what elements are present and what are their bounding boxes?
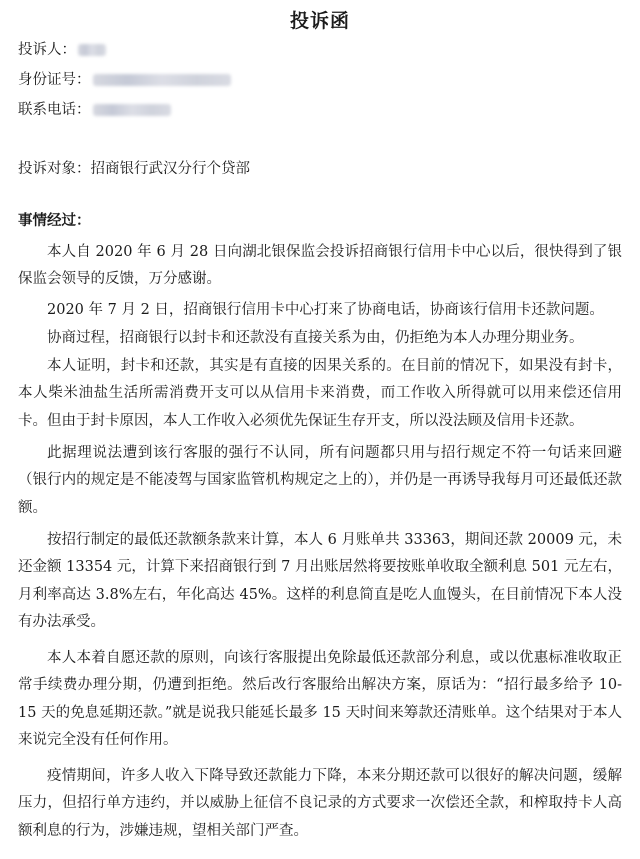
paragraph-1: 本人自 2020 年 6 月 28 日向湖北银保监会投诉招商银行信用卡中心以后，很快得到了银保监会领导的反馈，万分感谢。 [18,244,622,288]
redacted-phone [93,104,171,116]
paragraph-5: 此据理说法遭到该行客服的强行不认同，所有问题都只用与招行规定不符一句话来回避（银行内的规定是不能凌驾与国家监管机构规定之上的），并仍是一再诱导我每月可还最低还款额。 [18,445,622,516]
redacted-name [78,44,106,56]
paragraph-7: 本人本着自愿还款的原则，向该行客服提出免除最低还款部分利息，或以优惠标准收取正常手续费办理分期，仍遭到拒绝。然后改行客服给出解决方案，原话为：“招行最多给予 10-15 天的免息延期还款。”就是说我只能延长最多 15 天时间来筹款还清账单。这个结果对于本人来说完全没有任何作用。 [18,650,622,748]
complainant-field [18,40,106,60]
id-number-field [18,70,231,90]
phone-field [18,100,171,120]
redacted-id-number [93,74,231,86]
phone-label: 联系电话： [18,102,91,118]
section-heading: 事情经过： [18,212,91,229]
paragraph-6: 按招行制定的最低还款额条款来计算，本人 6 月账单共 33363，期间还款 20009 元，未还金额 13354 元，计算下来招商银行到 7 月出账居然将要按账单收取全额利息 501 元左右，月利率高达 3.8%左右，年化高达 45%。这样的利息简直是吃人血馒头，在目前情况下本人没有办法承受。 [18,532,622,630]
paragraph-8: 疫情期间，许多人收入下降导致还款能力下降，本来分期还款可以很好的解决问题，缓解压力，但招行单方违约，并以威胁上征信不良记录的方式要求一次偿还全款，和榨取持卡人高额利息的行为，涉嫌违规，望相关部门严查。 [18,768,622,839]
paragraph-2: 2020 年 7 月 2 日，招商银行信用卡中心打来了协商电话，协商该行信用卡还款问题。 [47,302,604,318]
paragraph-4: 本人证明，封卡和还款，其实是有直接的因果关系的。在目前的情况下，如果没有封卡，本人柴米油盐生活所需消费开支可以从信用卡来消费，而工作收入所得就可以用来偿还信用卡。但由于封卡原因，本人工作收入必须优先保证生存开支，所以没法顾及信用卡还款。 [18,358,622,429]
complaint-target: 投诉对象：招商银行武汉分行个贷部 [18,161,250,177]
complainant-label: 投诉人： [18,42,76,58]
id-number-label: 身份证号： [18,72,91,88]
page-title: 投诉函 [289,10,350,32]
paragraph-3: 协商过程，招商银行以封卡和还款没有直接关系为由，仍拒绝为本人办理分期业务。 [47,330,584,346]
